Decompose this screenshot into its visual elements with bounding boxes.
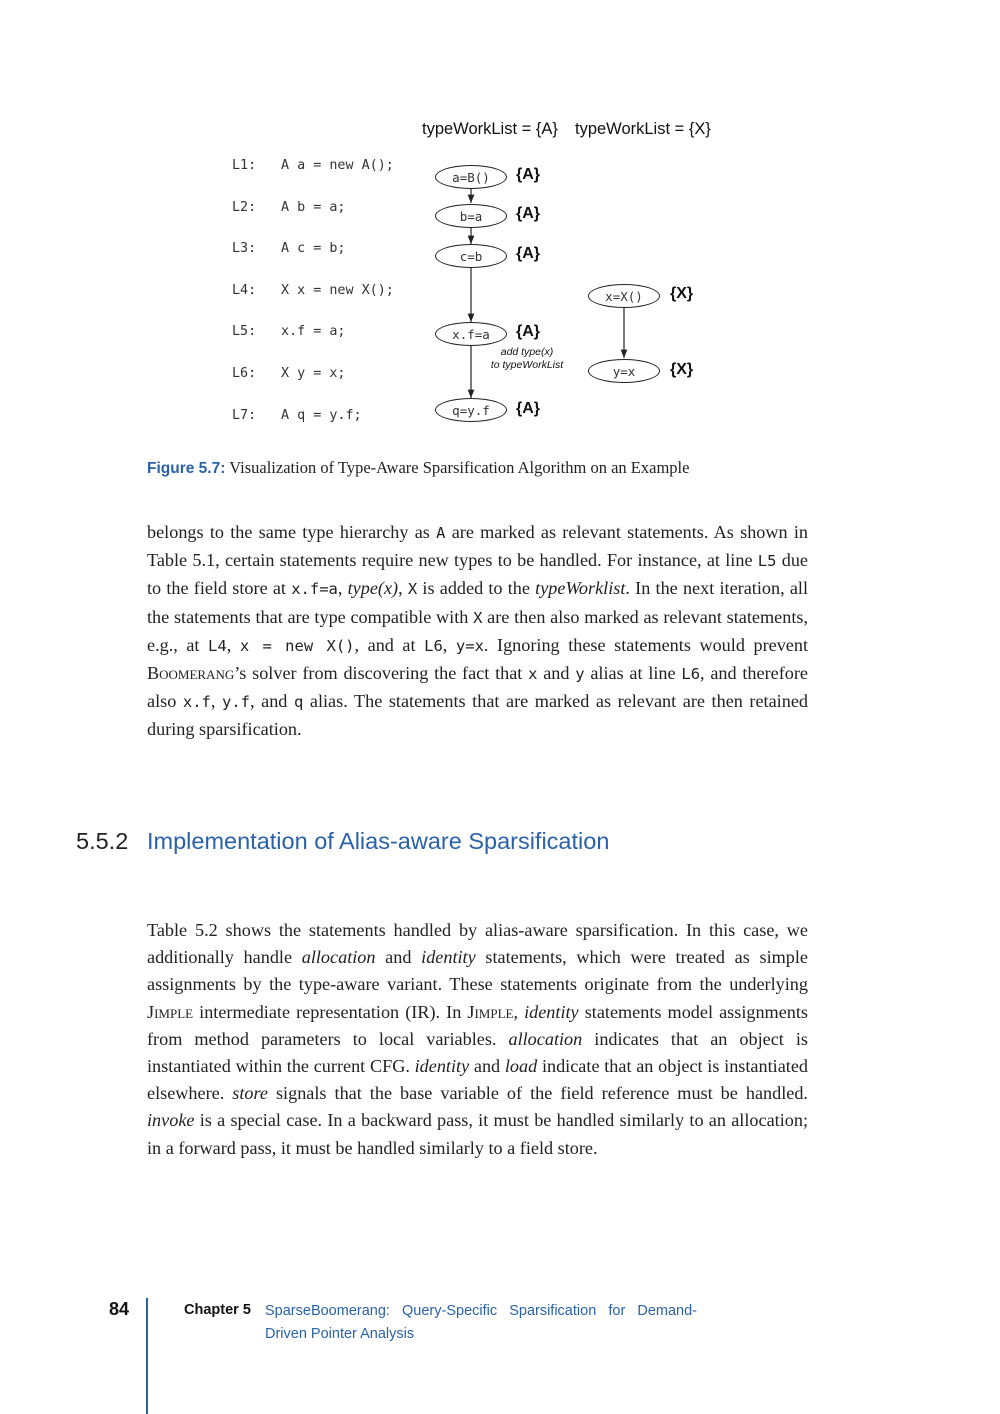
code-line-text: A a = new A(); <box>281 158 394 173</box>
graph-node: c=b <box>435 244 507 268</box>
section-heading <box>76 828 609 855</box>
type-set-label: {A} <box>516 245 541 262</box>
figure-5-7 <box>0 0 1000 477</box>
caption-label: Figure 5.7: <box>147 460 226 477</box>
type-set-label: {A} <box>516 166 541 183</box>
worklist-left-title: typeWorkList = {A} <box>422 120 558 138</box>
code-line-label: L3: <box>232 241 257 256</box>
code-line-label: L1: <box>232 158 257 173</box>
type-set-label: {X} <box>670 285 694 302</box>
annotation-line: add type(x) <box>500 346 554 358</box>
graph-node: a=B() <box>435 165 507 189</box>
section-title: Implementation of Alias-aware Sparsification <box>147 828 610 854</box>
graph-node: b=a <box>435 204 507 228</box>
worklist-right-title: typeWorkList = {X} <box>575 120 711 138</box>
type-set-label: {A} <box>516 400 541 417</box>
graph-node: x.f=a <box>435 322 507 346</box>
footer-divider <box>146 1298 148 1414</box>
annotation-line: to typeWorkList <box>490 359 564 371</box>
caption-text: Visualization of Type-Aware Sparsification Algorithm on an Example <box>229 458 690 477</box>
edge-annotation <box>482 346 572 372</box>
code-line-label: L5: <box>232 324 257 339</box>
code-line-text: A c = b; <box>281 241 346 256</box>
code-line-text: A q = y.f; <box>281 408 362 423</box>
section-number: 5.5.2 <box>76 828 129 854</box>
graph-node: x=X() <box>588 284 660 308</box>
code-line-label: L6: <box>232 366 257 381</box>
footer-chapter-label: Chapter 5 <box>184 1302 251 1318</box>
code-line-label: L2: <box>232 200 257 215</box>
code-line-text: A b = a; <box>281 200 346 215</box>
code-line-text: x.f = a; <box>281 324 346 339</box>
type-set-label: {A} <box>516 205 541 222</box>
graph-node: q=y.f <box>435 398 507 422</box>
page-number: 84 <box>109 1299 130 1319</box>
code-line-text: X x = new X(); <box>281 283 394 298</box>
type-set-label: {A} <box>516 323 541 340</box>
code-line-label: L4: <box>232 283 257 298</box>
footer-chapter-title: SparseBoomerang: Query-Specific Sparsification for Demand-Driven Pointer Analysis <box>265 1303 697 1342</box>
type-set-label: {X} <box>670 361 694 378</box>
code-line-text: X y = x; <box>281 366 346 381</box>
paragraph-alias-aware: Table 5.2 shows the statements handled by alias-aware sparsification. In this case, we additionally handle allocation and identity statements, which were treated as simple assignments by the type-aware variant. These statements originate from the underlying Jimple intermediate representation (IR). In Jimple, identity statements model assignments from method parameters to local variables. allocation indicates that an object is instantiated within the current CFG. identity and load indicate that an object is instantiated elsewhere. store signals that the base variable of the field reference must be handled. invoke is a special case. In a backward pass, it must be handled similarly to an allocation; in a forward pass, it must be handled similarly to a field store. <box>147 920 809 1158</box>
graph-node: y=x <box>588 359 660 383</box>
figure-caption <box>147 458 689 478</box>
code-line-label: L7: <box>232 408 257 423</box>
paragraph-type-aware: belongs to the same type hierarchy as A are marked as relevant statements. As shown in Table 5.1, certain statements require new types to be handled. For instance, at line L5 due to the field store at x.f=a, type(x), X is added to the typeWorklist. In the next iteration, all the statements that are type compatible with X are then also marked as relevant statements, e.g., at L4, x = new X(), and at L6, y=x. Ignoring these statements would prevent Boomerang’s solver from discovering the fact that x and y alias at line L6, and therefore also x.f, y.f, and q alias. The statements that are marked as relevant are then retained during sparsification. <box>147 522 809 740</box>
